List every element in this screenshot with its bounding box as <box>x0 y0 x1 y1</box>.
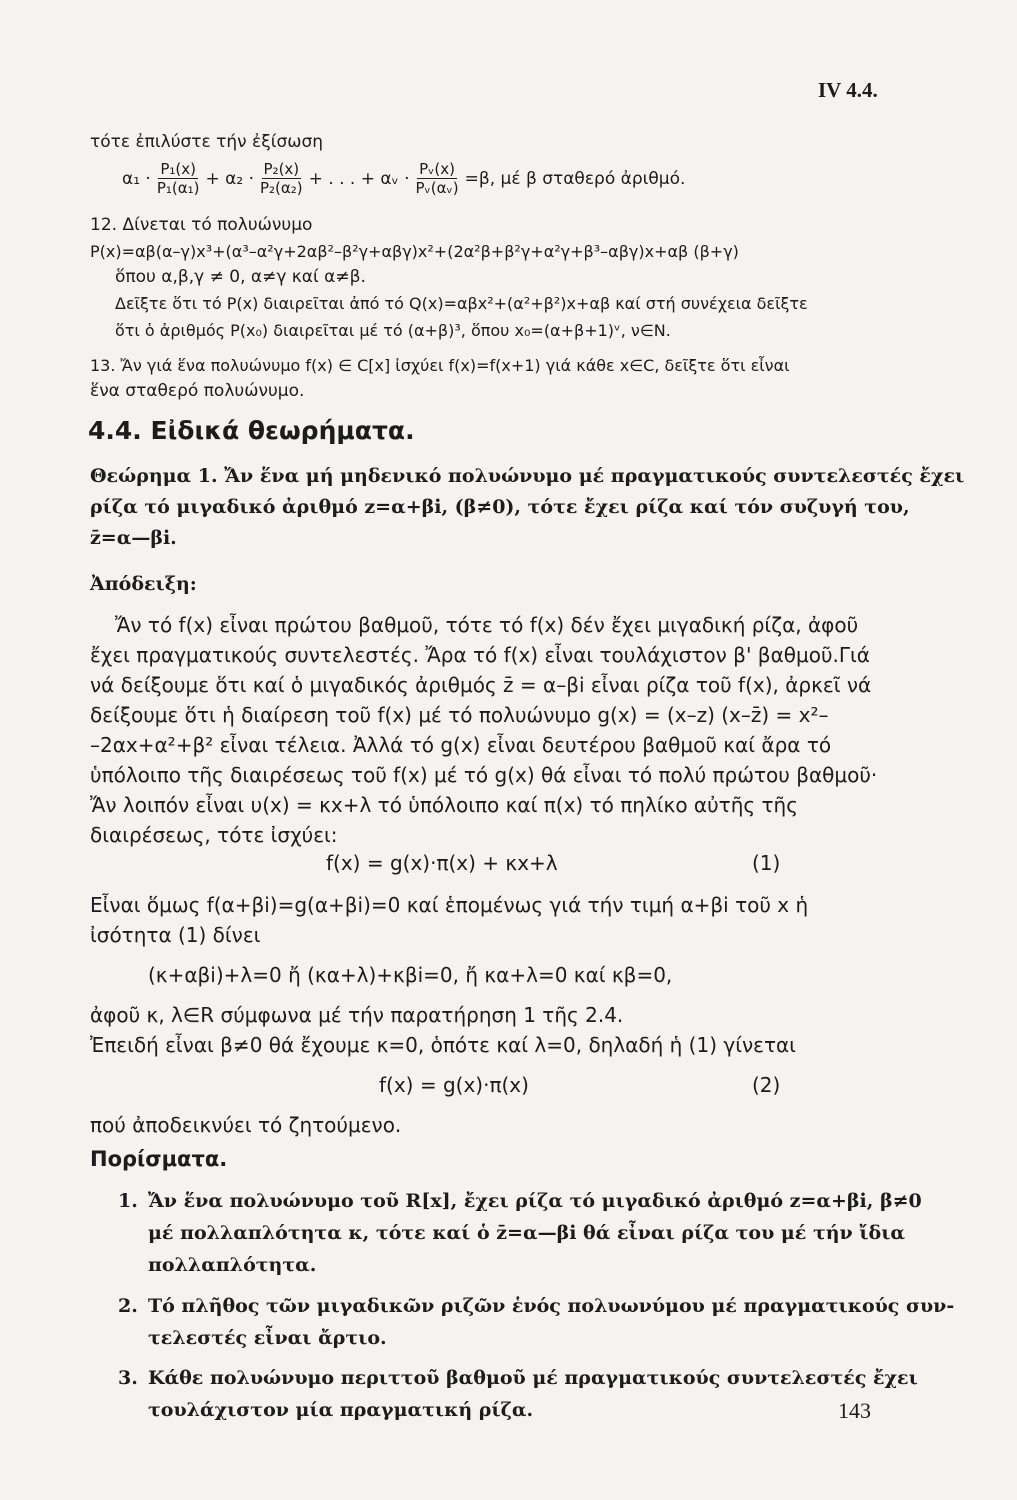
corollary-1-line-1: Ἄν ἕνα πολυώνυμο τοῦ R[x], ἔχει ρίζα τό μιγαδικό ἀριθμό z=α+βi, β≠0 <box>148 1190 922 1212</box>
exercise-12-task: Δεῖξτε ὅτι τό P(x) διαιρεῖται ἀπό τό Q(x)=αβx²+(α²+β²)x+αβ καί στή συνέχεια δεῖξτε <box>115 294 808 313</box>
proof-line: Ἄν τό f(x) εἶναι πρώτου βαθμοῦ, τότε τό f(x) δέν ἔχει μιγαδική ρίζα, ἀφοῦ <box>115 613 859 637</box>
proof-line: Ἄν λοιπόν εἶναι υ(x) = κx+λ τό ὑπόλοιπο καί π(x) τό πηλίκο αὐτῆς τῆς <box>90 793 798 817</box>
exercise-12-condition: ὅπου α,β,γ ≠ 0, α≠γ καί α≠β. <box>115 267 366 287</box>
theorem-line-3: z̄=α—βi. <box>90 527 177 549</box>
proof-line: διαιρέσεως, τότε ἰσχύει: <box>90 823 338 847</box>
corollary-3-line-1: Κάθε πολυώνυμο περιττοῦ βαθμοῦ μέ πραγματικούς συντελεστές ἔχει <box>148 1367 918 1389</box>
corollary-1-number: 1. <box>118 1190 138 1212</box>
conclusion-line: πού ἀποδεικνύει τό ζητούμενο. <box>90 1113 402 1137</box>
exercise-12-polynomial: P(x)=αβ(α–γ)x³+(α³–α²γ+2αβ²–β²γ+αβγ)x²+(2α²β+β²γ+α²γ+β³–αβγ)x+αβ (β+γ) <box>90 242 739 261</box>
running-head: IV 4.4. <box>818 78 878 102</box>
fraction-1: $\frac{\text{P₁(x)}}{\text{P₁(α₁)}}$ <box>156 160 200 197</box>
equation-2-label: (2) <box>752 1073 781 1097</box>
after-eq1-line-2: ἰσότητα (1) δίνει <box>90 923 261 947</box>
exercise-12-title: 12. Δίνεται τό πολυώνυμο <box>90 215 313 235</box>
equation-2: f(x) = g(x)·π(x) <box>379 1073 529 1097</box>
fraction-equation <box>122 160 685 197</box>
proof-line: νά δείξουμε ὅτι καί ὁ μιγαδικός ἀριθμός z̄ = α–βi εἶναι ρίζα τοῦ f(x), ἀρκεῖ νά <box>90 673 872 697</box>
theorem-line-1: Θεώρημα 1. Ἄν ἕνα μή μηδενικό πολυώνυμο μέ πραγματικούς συντελεστές ἔχει <box>90 465 965 487</box>
exercise-12-task-cont: ὅτι ὁ ἀριθμός P(x₀) διαιρεῖται μέ τό (α+β)³, ὅπου x₀=(α+β+1)ᵛ, ν∈N. <box>115 321 671 340</box>
proof-line: ἔχει πραγματικούς συντελεστές. Ἄρα τό f(x) εἶναι τουλάχιστον β' βαθμοῦ.Γιά <box>90 643 870 667</box>
section-title: 4.4. Εἰδικά θεωρήματα. <box>88 416 415 445</box>
after-mid-line-1: ἀφοῦ κ, λ∈R σύμφωνα μέ τήν παρατήρηση 1 τῆς 2.4. <box>90 1003 624 1027</box>
corollary-3-line-2: τουλάχιστον μία πραγματική ρίζα. <box>148 1399 534 1421</box>
theorem-line-2: ρίζα τό μιγαδικό ἀριθμό z=α+βi, (β≠0), τότε ἔχει ρίζα καί τόν συζυγή του, <box>90 496 910 518</box>
exercise-13-line1: 13. Ἄν γιά ἕνα πολυώνυμο f(x) ∈ C[x] ἰσχύει f(x)=f(x+1) γιά κάθε x∈C, δεῖξτε ὅτι εἶναι <box>90 356 790 375</box>
eq-dots-alphav: + . . . + αᵥ · <box>308 168 410 189</box>
eq-alpha1: α₁ · <box>122 168 151 189</box>
page-number: 143 <box>838 1398 871 1423</box>
fraction-2: $\frac{\text{P₂(x)}}{\text{P₂(α₂)}}$ <box>260 160 303 197</box>
proof-line: –2αx+α²+β² εἶναι τέλεια. Ἀλλά τό g(x) εἶναι δευτέρου βαθμοῦ καί ἄρα τό <box>90 733 832 757</box>
corollary-2-line-1: Τό πλῆθος τῶν μιγαδικῶν ριζῶν ἑνός πολυωνύμου μέ πραγματικούς συν- <box>148 1295 955 1317</box>
corollary-1-line-2: μέ πολλαπλότητα κ, τότε καί ὁ z̄=α—βi θά εἶναι ρίζα του μέ τήν ἴδια <box>148 1222 906 1244</box>
equation-1: f(x) = g(x)·π(x) + κx+λ <box>326 851 558 875</box>
proof-line: ὑπόλοιπο τῆς διαιρέσεως τοῦ f(x) μέ τό g(x) θά εἶναι τό πολύ πρώτου βαθμοῦ· <box>90 763 878 787</box>
proof-paragraph <box>90 610 890 850</box>
eq-tail: =β, μέ β σταθερό ἀριθμό. <box>464 168 686 189</box>
corollary-1-line-3: πολλαπλότητα. <box>148 1254 317 1276</box>
equation-1-label: (1) <box>752 851 781 875</box>
corollary-2-line-2: τελεστές εἶναι ἄρτιο. <box>148 1327 387 1349</box>
after-eq1-line-1: Εἶναι ὅμως f(α+βi)=g(α+βi)=0 καί ἑπομένως γιά τήν τιμή α+βi τοῦ x ἡ <box>90 893 809 917</box>
corollary-2-number: 2. <box>118 1295 138 1317</box>
proof-line: δείξουμε ὅτι ἡ διαίρεση τοῦ f(x) μέ τό πολυώνυμο g(x) = (x–z) (x–z̄) = x²– <box>90 703 829 727</box>
fraction-3: $\frac{\text{Pᵥ(x)}}{\text{Pᵥ(αᵥ)}}$ <box>415 160 459 197</box>
intro-line: τότε ἐπιλύστε τήν ἐξίσωση <box>90 132 324 152</box>
corollary-3-number: 3. <box>118 1367 138 1389</box>
proof-heading: Ἀπόδειξη: <box>90 573 197 595</box>
exercise-13-line2: ἕνα σταθερό πολυώνυμο. <box>90 381 305 401</box>
equation-middle: (κ+αβi)+λ=0 ἤ (κα+λ)+κβi=0, ἤ κα+λ=0 καί κβ=0, <box>148 963 673 987</box>
after-mid-line-2: Ἐπειδή εἶναι β≠0 θά ἔχουμε κ=0, ὁπότε καί λ=0, δηλαδή ἡ (1) γίνεται <box>90 1033 796 1057</box>
corollaries-heading: Πορίσματα. <box>90 1147 228 1171</box>
eq-plus-alpha2: + α₂ · <box>205 168 254 189</box>
